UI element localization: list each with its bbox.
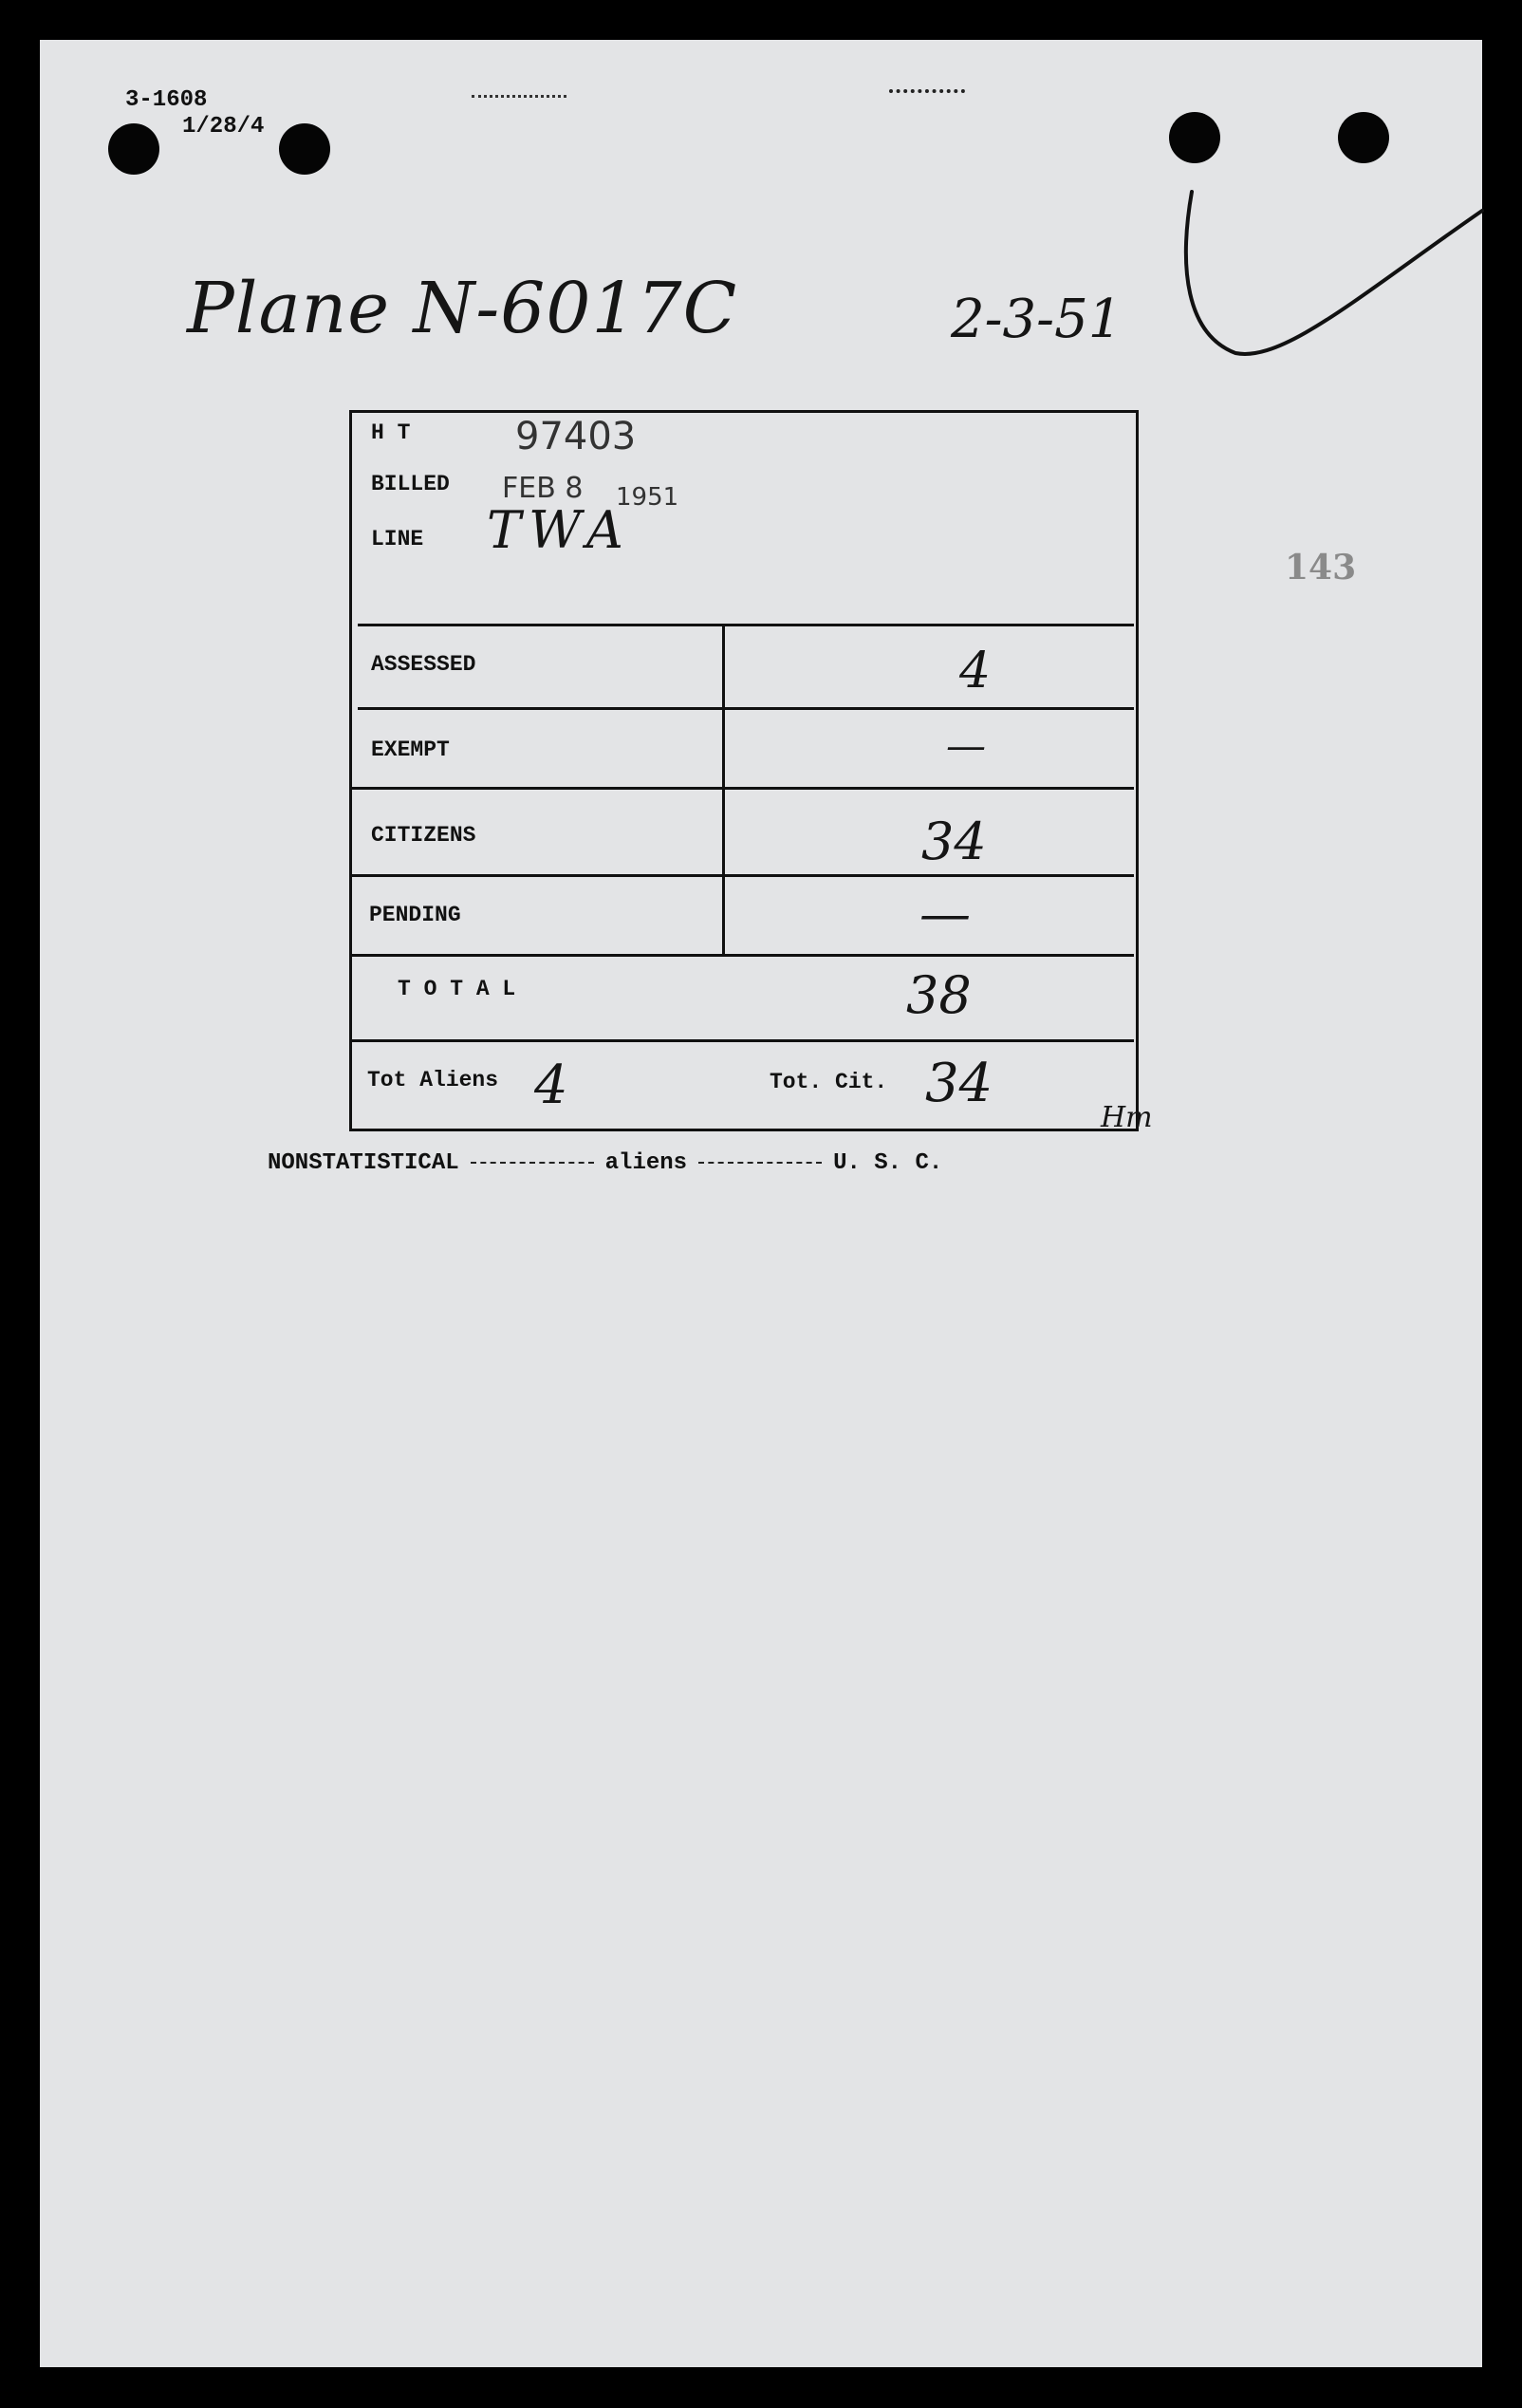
usc-blank: [698, 1161, 822, 1164]
ht-value: 97403: [515, 415, 637, 458]
billed-date: FEB 8: [502, 472, 584, 505]
ht-label: H T: [371, 420, 411, 445]
exempt-label: EXEMPT: [371, 737, 450, 762]
divider: [358, 707, 1134, 710]
nonstatistical-usc-label: U. S. C.: [833, 1150, 943, 1176]
total-value: 38: [906, 965, 972, 1025]
citizens-label: CITIZENS: [371, 823, 476, 848]
total-label: T O T A L: [398, 977, 516, 1001]
line-label: LINE: [371, 527, 424, 551]
clerk-initials: Hm: [1101, 1101, 1153, 1134]
pending-value: —: [919, 884, 971, 943]
document-page: [40, 40, 1482, 2367]
assessed-label: ASSESSED: [371, 652, 476, 677]
tot-aliens-label: Tot Aliens: [367, 1068, 499, 1092]
tot-cit-value: 34: [925, 1053, 993, 1114]
form-number: 3-1608: [125, 87, 208, 113]
billing-form-box: [349, 410, 1139, 1131]
line-value: TWA: [487, 500, 631, 560]
divider: [352, 954, 1134, 957]
tot-cit-label: Tot. Cit.: [770, 1070, 888, 1094]
form-revision: 1/28/4: [182, 114, 265, 140]
handwritten-date: 2-3-51: [951, 289, 1123, 350]
nonstatistical-label: NONSTATISTICAL: [268, 1150, 459, 1176]
assessed-value: 4: [959, 643, 992, 700]
exempt-value: —: [946, 722, 986, 769]
nonstatistical-line: [268, 1150, 942, 1176]
page-number: 143: [1285, 548, 1357, 588]
nonstatistical-blank: [471, 1161, 594, 1164]
top-mark-left: [472, 95, 566, 101]
billed-year: 1951: [616, 483, 679, 512]
billed-label: BILLED: [371, 472, 450, 496]
column-divider: [722, 625, 725, 954]
divider: [352, 787, 1134, 790]
punch-hole-left-1: [108, 123, 159, 175]
divider: [358, 624, 1134, 626]
top-mark-right: [889, 89, 965, 99]
tot-aliens-value: 4: [534, 1055, 568, 1116]
divider: [352, 874, 1134, 877]
nonstatistical-aliens-label: aliens: [604, 1150, 688, 1176]
check-mark-icon: [1169, 154, 1492, 382]
punch-hole-left-2: [279, 123, 330, 175]
handwritten-plane: Plane N-6017C: [187, 268, 738, 349]
pending-label: PENDING: [369, 903, 461, 927]
citizens-value: 34: [921, 812, 987, 871]
divider: [352, 1039, 1134, 1042]
